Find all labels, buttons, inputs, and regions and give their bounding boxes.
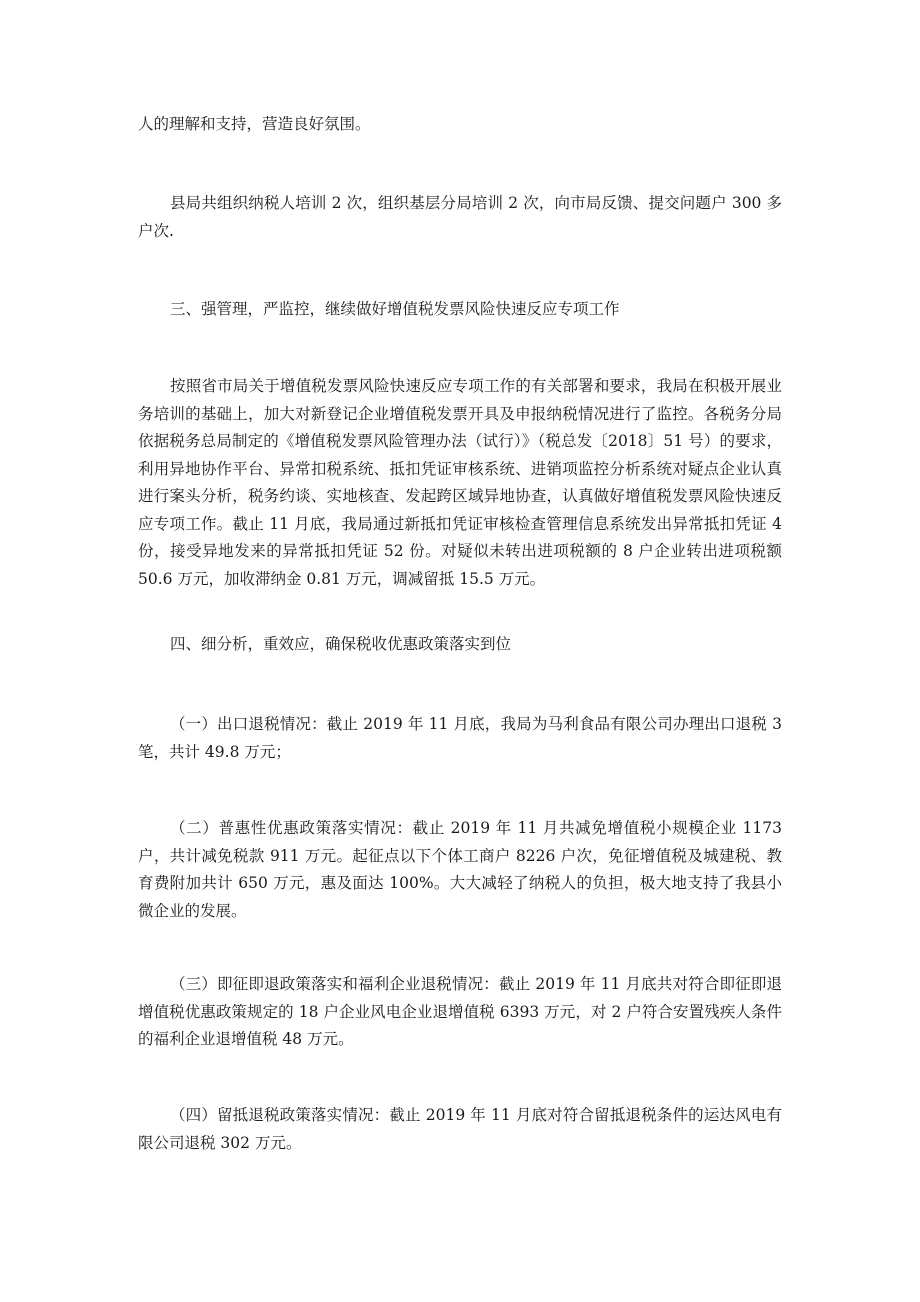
paragraph-export-rebate: （一）出口退税情况：截止 2019 年 11 月底，我局为马利食品有限公司办理出口退税 3 笔，共计 49.8 万元； xyxy=(138,715,782,761)
paragraph-invoice-risk: 按照省市局关于增值税发票风险快速反应专项工作的有关部署和要求，我局在积极开展业务培训的基础上，加大对新登记企业增值税发票开具及申报纳税情况进行了监控。各税务分局依据税务总局制定的《增值税发票风险管理办法（试行）》（税总发〔2018〕51 号）的要求，利用异地协作平台、异常扣税系统、抵扣凭证审核系统、进销项监控分析系统对疑点企业认真进行案头分析，税务约谈、实地核查、发起跨区域异地协查，认真做好增值税发票风险快速反应专项工作。截止 11 月底，我局通过新抵扣凭证审核检查管理信息系统发出异常抵扣凭证 4 份，接受异地发来的异常抵扣凭证 52 份。对疑似未转出进项税额的 8 户企业转出进项税额 50.6 万元，加收滞纳金 0.81 万元，调减留抵 15.5 万元。 xyxy=(138,377,782,588)
paragraph-immediate-refund: （三）即征即退政策落实和福利企业退税情况：截止 2019 年 11 月底共对符合即征即退增值税优惠政策规定的 18 户企业风电企业退增值税 6393 万元，对 2 户符合安置残疾人条件的福利企业退增值税 48 万元。 xyxy=(138,975,782,1048)
paragraph-training: 县局共组织纳税人培训 2 次，组织基层分局培训 2 次，向市局反馈、提交问题户 300 多户次. xyxy=(138,194,782,240)
paragraph-credit-refund: （四）留抵退税政策落实情况：截止 2019 年 11 月底对符合留抵退税条件的运达风电有限公司退税 302 万元。 xyxy=(138,1106,782,1152)
section-heading-3: 三、强管理，严监控，继续做好增值税发票风险快速反应专项工作 xyxy=(170,300,620,318)
paragraph-inclusive-policy: （二）普惠性优惠政策落实情况：截止 2019 年 11 月共减免增值税小规模企业 1173 户，共计减免税款 911 万元。起征点以下个体工商户 8226 户次，免征增值税及城建税、教育费附加共计 650 万元，惠及面达 100%。大大减轻了纳税人的负担，极大地支持了我县小微企业的发展。 xyxy=(138,819,782,920)
section-heading-4: 四、细分析，重效应，确保税收优惠政策落实到位 xyxy=(170,635,512,653)
paragraph-continuation: 人的理解和支持，营造良好氛围。 xyxy=(138,115,371,133)
